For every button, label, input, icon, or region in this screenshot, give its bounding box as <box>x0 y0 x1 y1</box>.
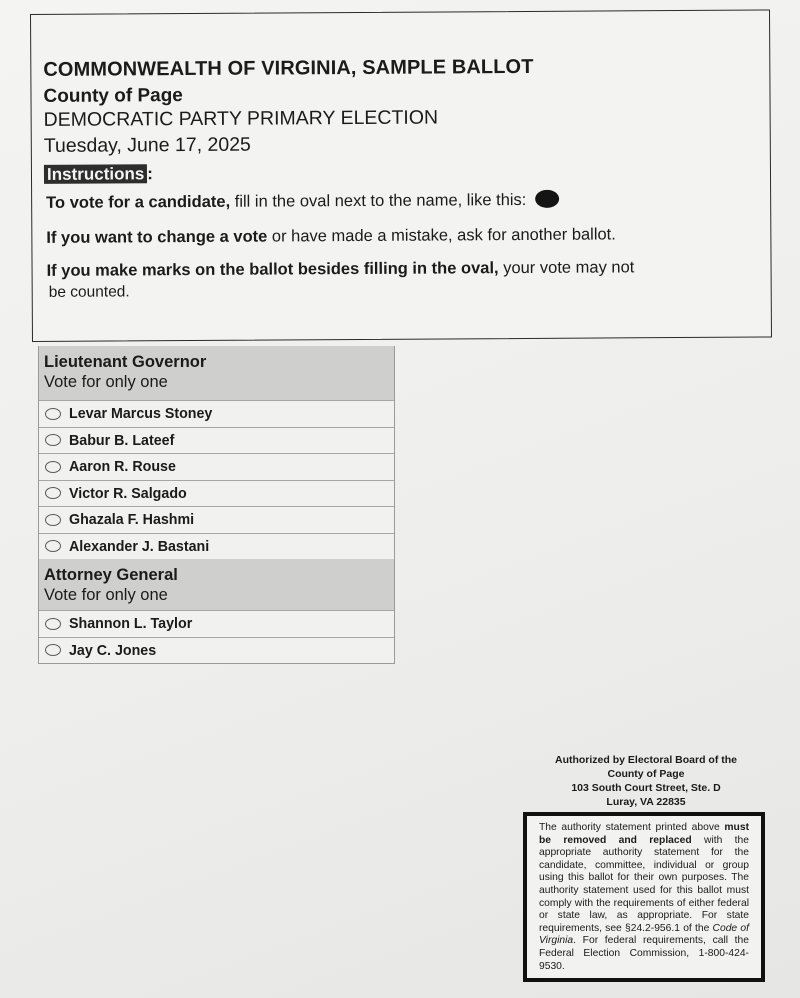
candidate-row[interactable] <box>39 610 394 637</box>
instructions-box <box>30 9 772 342</box>
notice-text: . For federal requirements, call the Federal Election Commission, 1-800-424-9530. <box>539 935 749 972</box>
instructions-heading <box>44 164 153 185</box>
contest-title: Attorney General <box>44 566 178 584</box>
candidate-row[interactable] <box>39 453 394 480</box>
authority-line: Authorized by Electoral Board of the <box>554 754 738 766</box>
notice-italic-text: Code of Virginia <box>539 922 749 947</box>
vote-oval[interactable] <box>45 461 61 473</box>
vote-oval[interactable] <box>45 540 61 552</box>
filled-oval-example-icon <box>535 190 559 208</box>
candidate-row[interactable] <box>39 480 394 507</box>
vote-oval[interactable] <box>45 487 61 499</box>
instruction-extra-marks-cont: be counted. <box>48 283 130 301</box>
contest-lieutenant-governor <box>38 346 395 560</box>
candidate-row[interactable] <box>39 400 394 427</box>
county-name: County of Page <box>43 85 183 107</box>
instruction-change-vote <box>46 225 616 247</box>
instruction-fill-oval-text: fill in the oval next to the name, like this: <box>230 190 527 211</box>
notice-text: The authority statement printed above <box>539 822 725 833</box>
contest-instruction: Vote for only one <box>44 373 168 391</box>
authority-line: 103 South Court Street, Ste. D <box>571 782 721 794</box>
instruction-fill-oval <box>46 190 559 213</box>
contest-header <box>39 346 394 400</box>
notice-bold-text: must be removed and replaced <box>539 822 749 846</box>
candidate-name: Alexander J. Bastani <box>69 537 210 555</box>
vote-oval[interactable] <box>45 644 61 656</box>
candidate-name: Jay C. Jones <box>69 641 157 659</box>
candidate-row[interactable] <box>39 506 394 533</box>
candidate-name: Ghazala F. Hashmi <box>69 511 195 529</box>
authority-line: Luray, VA 22835 <box>606 796 686 808</box>
instructions-colon: : <box>147 164 154 184</box>
candidate-name: Babur B. Lateef <box>69 431 175 449</box>
election-name: DEMOCRATIC PARTY PRIMARY ELECTION <box>43 106 439 131</box>
instruction-extra-marks <box>47 258 635 281</box>
vote-oval[interactable] <box>45 408 61 420</box>
contest-header <box>39 559 394 610</box>
election-date: Tuesday, June 17, 2025 <box>43 133 251 157</box>
instruction-extra-marks-text: your vote may not <box>498 258 635 278</box>
authority-notice-box <box>523 812 765 982</box>
contest-instruction: Vote for only one <box>44 586 168 604</box>
candidate-row[interactable] <box>39 637 394 664</box>
vote-oval[interactable] <box>45 434 61 446</box>
instructions-label: Instructions <box>44 164 147 184</box>
instruction-change-vote-text: or have made a mistake, ask for another ballot. <box>267 225 616 246</box>
vote-oval[interactable] <box>45 618 61 630</box>
authority-line: County of Page <box>607 768 685 780</box>
candidate-name: Aaron R. Rouse <box>69 458 176 476</box>
instruction-extra-marks-bold: If you make marks on the ballot besides filling in the oval, <box>46 259 499 280</box>
ballot-title: COMMONWEALTH OF VIRGINIA, SAMPLE BALLOT <box>43 55 534 81</box>
candidate-row[interactable] <box>39 533 394 560</box>
candidate-name: Levar Marcus Stoney <box>69 405 213 423</box>
candidate-name: Shannon L. Taylor <box>69 615 193 633</box>
instruction-change-vote-bold: If you want to change a vote <box>46 227 268 247</box>
authority-statement <box>540 753 752 809</box>
contest-attorney-general <box>38 559 395 664</box>
contest-title: Lieutenant Governor <box>44 353 207 371</box>
notice-text: with the appropriate authority statement for the candidate, committee, individual or group using this ballot for their own purposes. The authority statement used for this ballot must comply with the requirements of either federal or state law, as appropriate. For state requirements, see §24.2-956.1 of the <box>539 834 749 934</box>
candidate-row[interactable] <box>39 427 394 454</box>
vote-oval[interactable] <box>45 514 61 526</box>
instruction-fill-oval-bold: To vote for a candidate, <box>46 192 231 212</box>
candidate-name: Victor R. Salgado <box>69 484 187 502</box>
